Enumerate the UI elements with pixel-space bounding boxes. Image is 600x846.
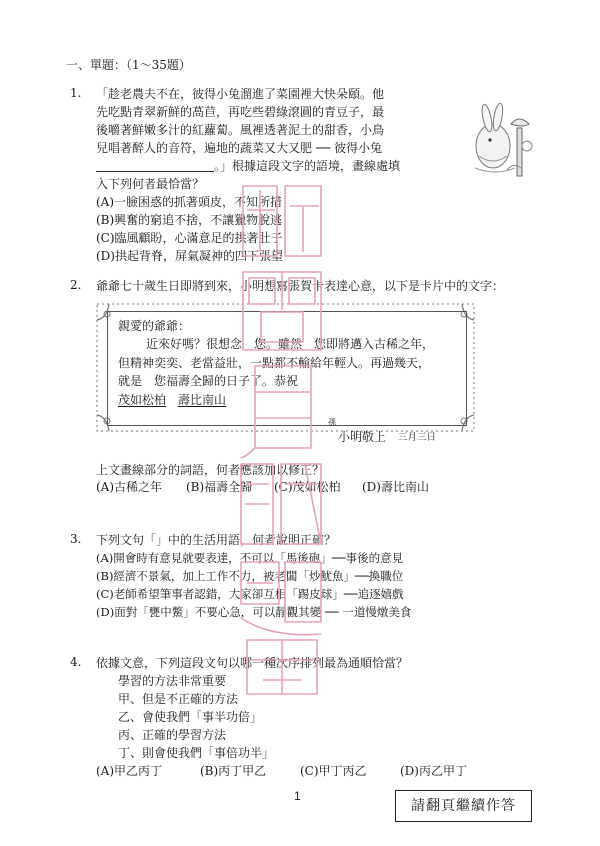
q2-number: 2. [70,278,82,292]
watermark-stamp [235,180,330,700]
q3-stem: 下列文句「」中的生活用語，何者說明正確？ [96,533,337,547]
q2-option: (A)古稀之年 [96,480,163,494]
card-sign: 小明敬上 [338,430,387,444]
q3-number: 3. [70,532,82,546]
q4-stem: 依據文意，下列這段文句以哪一種次序排列最為通順恰當？ [96,656,409,670]
continue-note: 請翻頁繼續作答 [395,790,532,822]
q1-line: 先吃點青翠新鮮的萵苣，再吃些碧綠滾圓的青豆子，最 [96,105,385,119]
q4-item: 丙、正確的學習方法 [118,728,227,742]
q4-item: 丁、則會使我們「事倍功半」 [118,746,275,760]
q1-line: 兒唱著醉人的音符，遍地的蔬菜又大又肥 ── 彼得小兔 [96,141,383,155]
section-title: 一、單題：（1～35題） [66,58,191,72]
q2-option: (B)福壽全歸 [186,480,253,494]
q4-option: (D)丙乙甲丁 [400,764,467,778]
answer-blank [96,159,174,172]
q1-option: (D)拱起背脊，屏氣凝神的四下張望 [96,249,283,263]
q4-item: 乙、會使我們「事半功倍」 [118,710,263,724]
q1-line: 入下列何者最恰當？ [96,177,205,191]
q4-option: (B)丙丁甲乙 [200,764,267,778]
card-blessing1: 茂如松柏 [118,393,167,407]
q1-number: 1. [70,86,82,100]
q1-option: (B)興奮的窮追不捨，不讓獵物脫逃 [96,213,283,227]
q1-line: 後嚼著鮮嫩多汁的紅蘿蔔。風裡透著泥土的甜香，小鳥 [96,123,385,137]
card-line3: 就是 您福壽全歸的日子了。恭祝 [118,374,299,388]
q2-stem: 爺爺七十歲生日即將到來，小明想寫張賀卡表達心意，以下是卡片中的文字： [96,279,505,293]
card-blessing2: 壽比南山 [178,393,227,407]
q3-option: (D)面對「甕中鱉」不要心急，可以靜觀其變 ── 一道慢燉美食 [96,605,412,619]
q4-item: 學習的方法非常重要 [118,674,227,688]
q4-option: (A)甲乙丙丁 [96,764,163,778]
q1-option: (A)一臉困惑的抓著頭皮，不知所措 [96,195,283,209]
q2-option: (C)茂如松柏 [274,480,341,494]
q4-number: 4. [70,655,82,669]
page-number: 1 [294,789,301,803]
q1-line5-text: 。」根據這段文字的語境，畫線處填 [214,159,401,173]
card-line1: 近來好嗎？很想念 您。雖然 您即將邁入古稀之年， [146,337,435,351]
q4-option: (C)甲丁丙乙 [300,764,367,778]
q1-line5 [96,157,400,175]
q3-option: (C)老師希望筆事者認錯，大家卻互相「踢皮球」──追逐嬉戲 [96,587,404,601]
card-greeting: 親愛的爺爺： [118,319,191,333]
q2-question: 上文畫線部分的詞語，何者應該加以修正？ [96,463,325,477]
q3-option: (A)開會時有意見就要表達，不可以「馬後砲」──事後的意見 [96,551,404,565]
q2-option: (D)壽比南山 [362,480,429,494]
q1-line: 「趁老農夫不在，彼得小兔溜進了菜園裡大快朵頤。他 [96,87,385,101]
q4-item: 甲、但是不正確的方法 [118,692,239,706]
card-blessing [118,391,226,409]
q3-option: (B)經濟不景氣，加上工作不力，被老闆「炒魷魚」──換職位 [96,569,404,583]
q1-option: (C)臨風顧盼，心滿意足的拱著肚子 [96,231,283,245]
rabbit-illustration [467,100,537,178]
card-line2: 但精神奕奕、老當益壯，一點都不輸給年輕人。再過幾天， [118,356,431,370]
card-date: 三月三日 [398,432,437,443]
card-small-note: 孫 [328,418,336,427]
answer-blank [174,159,214,172]
